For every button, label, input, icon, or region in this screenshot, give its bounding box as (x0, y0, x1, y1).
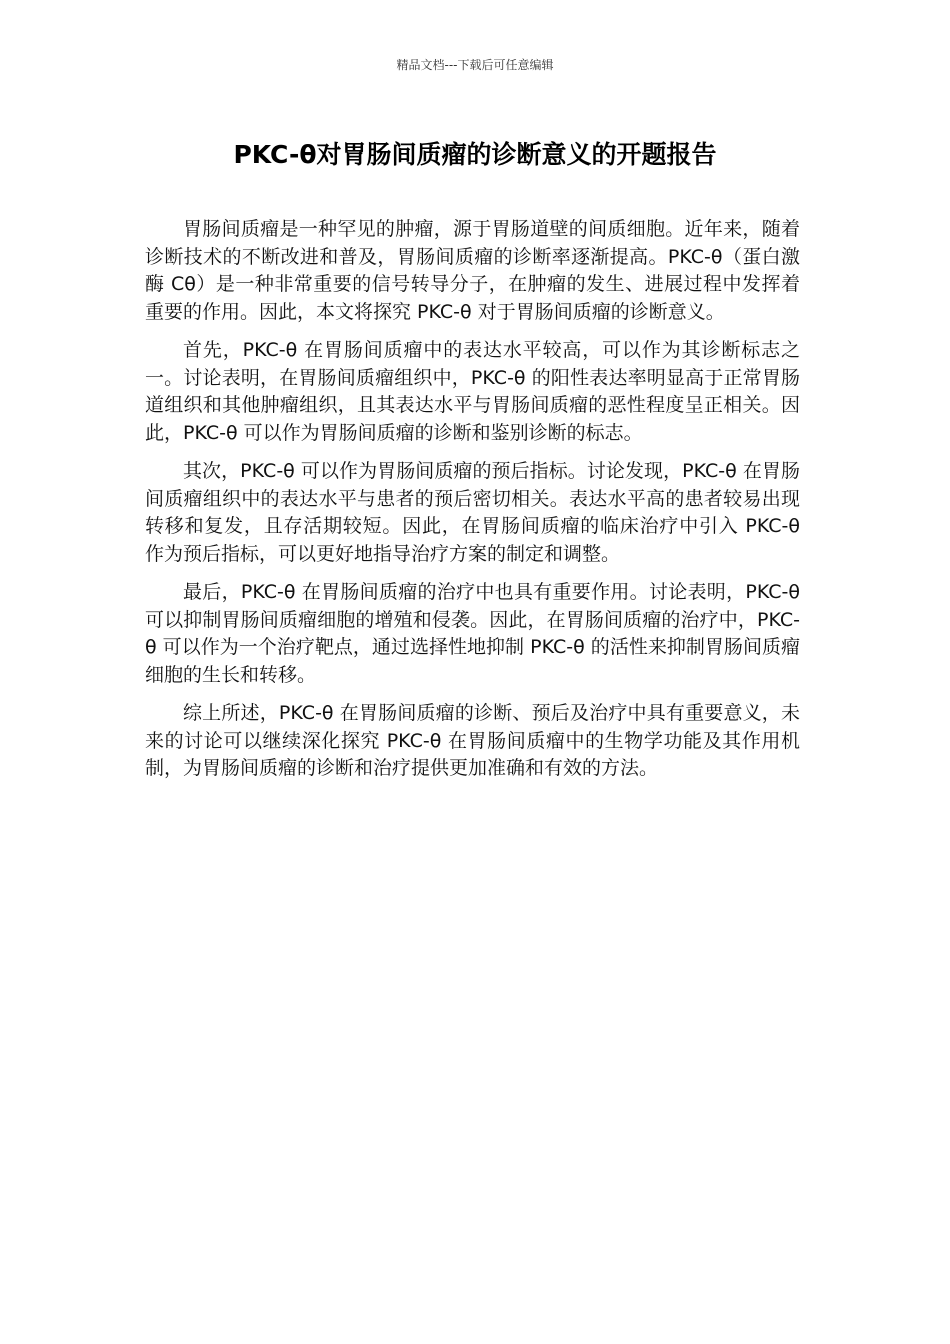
paragraph-intro: 胃肠间质瘤是一种罕见的肿瘤，源于胃肠道壁的间质细胞。近年来，随着诊断技术的不断改进和普及，胃肠间质瘤的诊断率逐渐提高。PKC-θ（蛋白激酶 Cθ）是一种非常重要的信号转导分子，在肿瘤的发生、进展过程中发挥着重要的作用。因此，本文将探究 PKC-θ 对于胃肠间质瘤的诊断意义。 (145, 218, 800, 323)
paragraph-prognostic-indicator: 其次，PKC-θ 可以作为胃肠间质瘤的预后指标。讨论发现，PKC-θ 在胃肠间质瘤组织中的表达水平与患者的预后密切相关。表达水平高的患者较易出现转移和复发，且存活期较短。因此，在胃肠间质瘤的临床治疗中引入 PKC-θ 作为预后指标，可以更好地指导治疗方案的制定和调整。 (145, 460, 800, 565)
document-title: PKC-θ对胃肠间质瘤的诊断意义的开题报告 (233, 140, 717, 169)
paragraph-diagnostic-marker: 首先，PKC-θ 在胃肠间质瘤中的表达水平较高，可以作为其诊断标志之一。讨论表明，在胃肠间质瘤组织中，PKC-θ 的阳性表达率明显高于正常胃肠道组织和其他肿瘤组织，且其表达水平与胃肠间质瘤的恶性程度呈正相关。因此，PKC-θ 可以作为胃肠间质瘤的诊断和鉴别诊断的标志。 (145, 339, 800, 444)
paragraph-conclusion: 综上所述，PKC-θ 在胃肠间质瘤的诊断、预后及治疗中具有重要意义，未来的讨论可以继续深化探究 PKC-θ 在胃肠间质瘤中的生物学功能及其作用机制，为胃肠间质瘤的诊断和治疗提供更加准确和有效的方法。 (145, 702, 800, 779)
header-note: 精品文档---下载后可任意编辑 (396, 58, 554, 72)
paragraph-treatment: 最后，PKC-θ 在胃肠间质瘤的治疗中也具有重要作用。讨论表明，PKC-θ 可以抑制胃肠间质瘤细胞的增殖和侵袭。因此，在胃肠间质瘤的治疗中，PKC-θ 可以作为一个治疗靶点，通过选择性地抑制 PKC-θ 的活性来抑制胃肠间质瘤细胞的生长和转移。 (145, 581, 800, 686)
document-body (145, 216, 800, 794)
